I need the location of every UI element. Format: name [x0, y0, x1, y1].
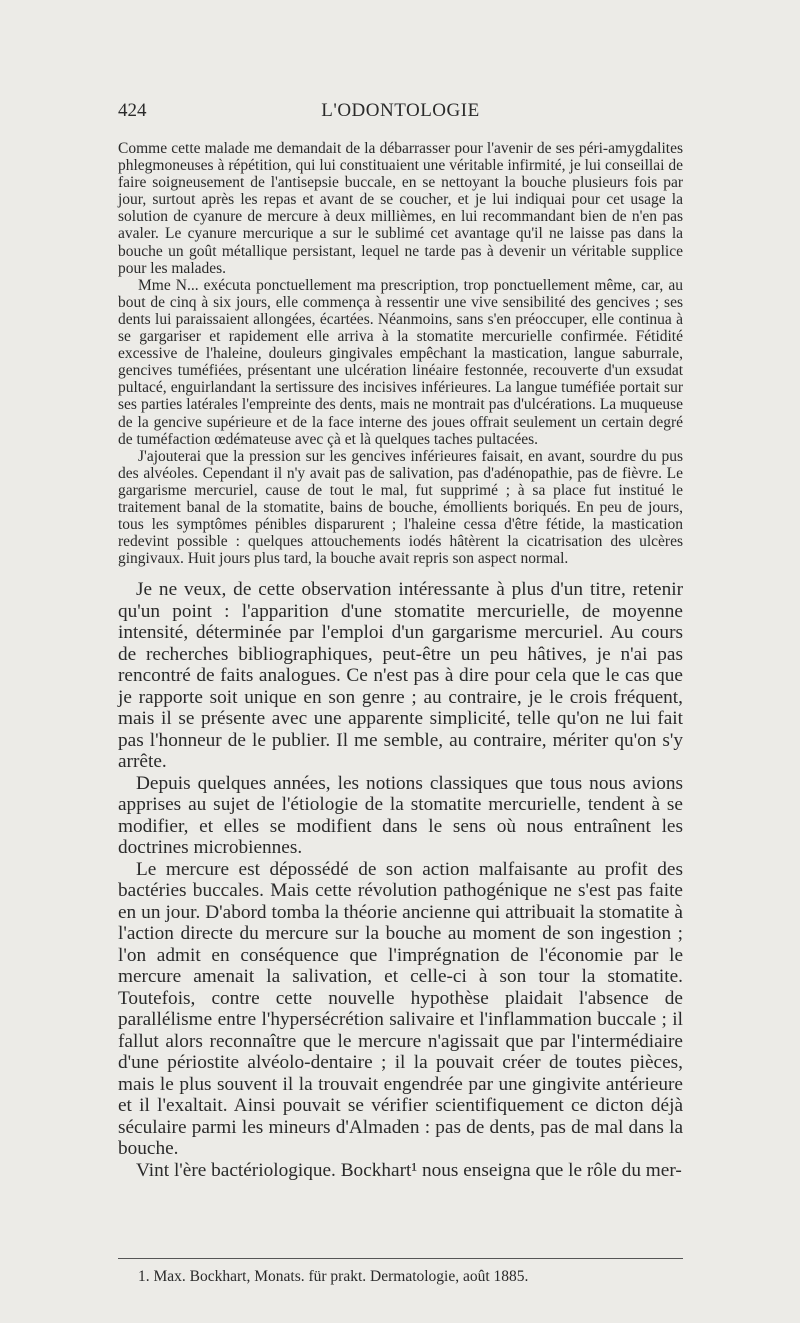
discussion-section [118, 579, 683, 1181]
paragraph: Mme N... exécuta ponctuellement ma prescription, trop ponctuellement même, car, au bout de cinq à six jours, elle commença à ressentir une vive sensibilité des gencives ; ses dents lui paraissaient allongées, écartées. Néanmoins, sans s'en préoccuper, elle continua à se gargariser et rapidement elle arriva à la stomatite mercurielle confirmée. Fétidité excessive de l'haleine, douleurs gingivales empêchant la mastication, langue saburrale, gencives tuméfiées, présentant une ulcération linéaire festonnée, recouverte d'un exsudat pultacé, enguirlandant la sertissure des incisives inférieures. La langue tuméfiée portait sur ses parties latérales l'empreinte des dents, mais ne montrait pas d'ulcérations. La muqueuse de la gencive supérieure et de la face interne des joues offrait seulement un certain degré de tuméfaction œdémateuse avec çà et là quelques taches pultacées. [118, 276, 683, 448]
paragraph: Comme cette malade me demandait de la débarrasser pour l'avenir de ses péri-amygdalites phlegmoneuses à répétition, qui lui constituaient une véritable infirmité, je lui conseillai de faire soigneusement de l'antisepsie buccale, en se nettoyant la bouche plusieurs fois par jour, surtout après les repas et avant de se coucher, et je lui indiquai pour cet usage la solution de cyanure de mercure à deux millièmes, en lui recommandant bien de n'en pas avaler. Le cyanure mercurique a sur le sublimé cet avantage qu'il ne laisse pas dans la bouche un goût métallique persistant, lequel ne tarde pas à devenir un véritable supplice pour les malades. [118, 140, 683, 277]
case-report-section [118, 140, 683, 567]
footnote: 1. Max. Bockhart, Monats. für prakt. Dermatologie, août 1885. [138, 1268, 529, 1285]
footnote-divider [118, 1258, 683, 1259]
paragraph: Depuis quelques années, les notions classiques que tous nous avions apprises au sujet de l'étiologie de la stomatite mercurielle, tendent à se modifier, et elles se modifient dans le sens où nous entraînent les doctrines microbiennes. [118, 772, 683, 859]
page-number: 424 [118, 100, 147, 121]
page-body [118, 140, 683, 1181]
paragraph: Le mercure est dépossédé de son action malfaisante au profit des bactéries buccales. Mais cette révolution pathogénique ne s'est pas faite en un jour. D'abord tomba la théorie ancienne qui attribuait la stomatite à l'action directe du mercure sur la bouche au moment de son ingestion ; l'on admit en conséquence que l'imprégnation de l'économie par le mercure amenait la salivation, et celle-ci à son tour la stomatite. Toutefois, contre cette nouvelle hypothèse plaidait l'absence de parallélisme entre l'hypersécrétion salivaire et l'inflammation buccale ; il fallut alors reconnaître que le mercure n'agissait que par l'intermédiaire d'une périostite alvéolo-dentaire ; il la pouvait créer de toutes pièces, mais le plus souvent il la trouvait engendrée par une gingivite antérieure et il l'exaltait. Ainsi pouvait se vérifier scientifiquement ce dicton déjà séculaire parmi les mineurs d'Almaden : pas de dents, pas de mal dans la bouche. [118, 858, 683, 1160]
running-title: L'ODONTOLOGIE [321, 100, 480, 121]
paragraph: Je ne veux, de cette observation intéressante à plus d'un titre, retenir qu'un point : l'apparition d'une stomatite mercurielle, de moyenne intensité, déterminée par l'emploi d'un gargarisme mercuriel. Au cours de recherches bibliographiques, peut-être un peu hâtives, je n'ai pas rencontré de faits analogues. Ce n'est pas à dire pour cela que le cas que je rapporte soit unique en son genre ; au contraire, je le crois fréquent, mais il se présente avec une apparente simplicité, telle qu'on ne lui fait pas l'honneur de le publier. Il me semble, au contraire, mériter qu'on s'y arrête. [118, 579, 683, 773]
page-header [118, 98, 683, 128]
paragraph: J'ajouterai que la pression sur les gencives inférieures faisait, en avant, sourdre du pus des alvéoles. Cependant il n'y avait pas de salivation, pas d'adénopathie, pas de fièvre. Le gargarisme mercuriel, cause de tout le mal, fut supprimé ; à sa place fut institué le traitement banal de la stomatite, bains de bouche, émollients boriqués. En peu de jours, tous les symptômes pénibles disparurent ; l'haleine cessa d'être fétide, la mastication redevint possible : quelques attouchements iodés hâtèrent la cicatrisation des ulcères gingivaux. Huit jours plus tard, la bouche avait repris son aspect normal. [118, 447, 683, 568]
paragraph: Vint l'ère bactériologique. Bockhart¹ nous enseigna que le rôle du mer- [136, 1159, 682, 1181]
